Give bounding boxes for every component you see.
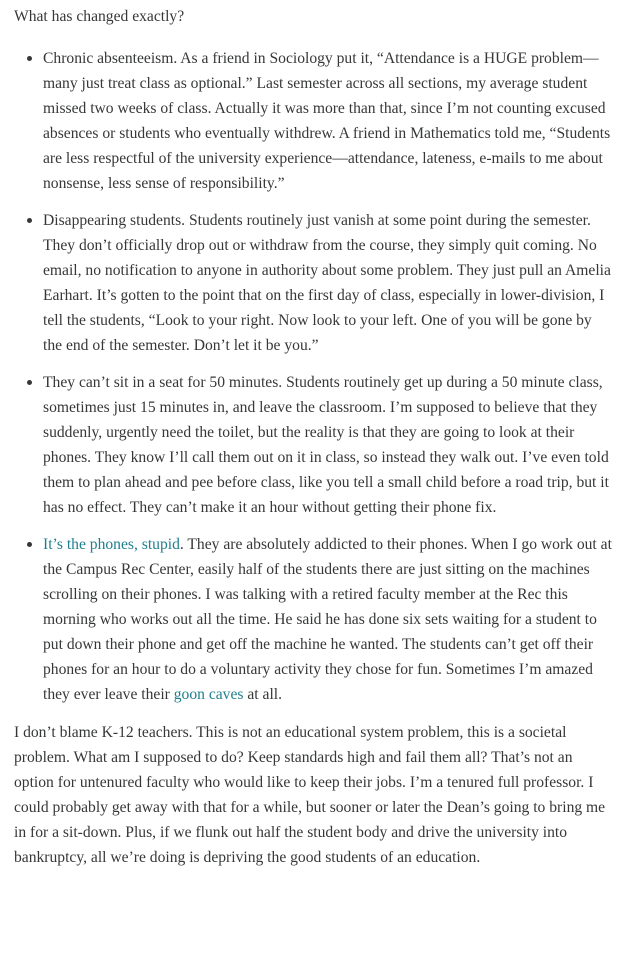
list-item-sitting [43, 370, 612, 520]
list-item-text: They can’t sit in a seat for 50 minutes. Students routinely get up during a 50 minute class, sometimes just 15 minutes in, and leave the classroom. I’m supposed to believe that they suddenly, urgently need the toilet, but the reality is that they are going to look at their phones. They know I’ll call them out on it in class, so instead they walk out. I’ve even told them to plan ahead and pee before class, like you tell a small child before a road trip, but it has no effect. They can’t make it an hour without getting their phone fix. [43, 374, 609, 516]
list-item-text: Disappearing students. Students routinely just vanish at some point during the semester. They don’t officially drop out or withdraw from the course, they simply quit coming. No email, no notification to anyone in authority about some problem. They just pull an Amelia Earhart. It’s gotten to the point that on the first day of class, especially in lower-division, I tell the students, “Look to your right. Now look to your left. One of you will be gone by the end of the semester. Don’t let it be you.” [43, 212, 611, 354]
bullet-list [14, 46, 612, 707]
list-item-absenteeism [43, 46, 612, 196]
list-item-phones [43, 532, 612, 707]
list-item-text: at all. [243, 686, 283, 703]
list-item-disappearing [43, 208, 612, 358]
list-item-text: Chronic absenteeism. As a friend in Sociology put it, “Attendance is a HUGE problem—many just treat class as optional.” Last semester across all sections, my average student missed two weeks of class. Actually it was more than that, since I’m not counting excused absences or students who eventually withdrew. A friend in Mathematics told me, “Students are less respectful of the university experience—attendance, lateness, e-mails to me about nonsense, less sense of responsibility.” [43, 50, 611, 192]
goon-caves-link[interactable]: goon caves [173, 686, 244, 703]
list-item-text: . They are absolutely addicted to their phones. When I go work out at the Campus Rec Center, easily half of the students there are just sitting on the machines scrolling on their phones. I was talking with a retired faculty member at the Rec this morning who works out all the time. He said he has done six sets waiting for a student to put down their phone and get off the machine he wanted. The students can’t get off their phones for an hour to do a voluntary activity they chose for fun. Sometimes I’m amazed they ever leave their [43, 536, 612, 703]
intro-paragraph: What has changed exactly? [14, 8, 185, 25]
closing-paragraph: I don’t blame K-12 teachers. This is not an educational system problem, this is a societal problem. What am I supposed to do? Keep standards high and fail them all? That’s not an option for untenured faculty who would like to keep their jobs. I’m a tenured full professor. I could probably get away with that for a while, but sooner or later the Dean’s going to bring me in for a sit-down. Plus, if we flunk out half the student body and drive the university into bankruptcy, all we’re doing is depriving the good students of an education. [14, 724, 606, 866]
phones-link[interactable]: It’s the phones, stupid [43, 536, 180, 553]
